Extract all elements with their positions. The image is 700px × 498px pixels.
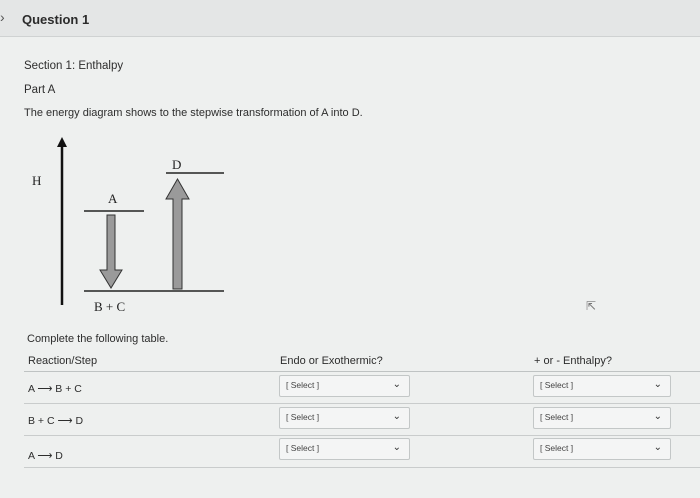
reaction-step: A ⟶ D [28, 450, 63, 462]
endo-exo-select[interactable]: [ Select ] ⌄ [279, 375, 410, 397]
question-body [0, 37, 700, 498]
enthalpy-sign-select[interactable]: [ Select ] ⌄ [533, 407, 671, 429]
chevron-down-icon: ⌄ [653, 442, 662, 453]
chevron-down-icon: ⌄ [653, 379, 662, 390]
part-label: Part A [24, 84, 56, 96]
table-row [24, 372, 700, 404]
reaction-step: B + C ⟶ D [28, 415, 84, 427]
reaction-step: A ⟶ B + C [28, 383, 82, 395]
table-row [24, 436, 700, 468]
endo-exo-select[interactable]: [ Select ] ⌄ [279, 407, 410, 429]
chevron-down-icon: ⌄ [392, 379, 401, 390]
section-title: Section 1: Enthalpy [24, 60, 124, 72]
arrow-a-to-bc [100, 215, 122, 288]
question-title: Question 1 [22, 12, 90, 27]
label-d: D [172, 157, 182, 172]
question-header [0, 0, 700, 37]
chevron-right-icon[interactable]: › [0, 9, 5, 25]
question-description: The energy diagram shows to the stepwise transformation of A into D. [24, 107, 363, 119]
energy-diagram [24, 135, 244, 320]
header-reaction: Reaction/Step [28, 355, 98, 367]
enthalpy-axis-arrowhead [57, 137, 67, 147]
table-header-row [24, 349, 700, 372]
label-a: A [108, 191, 118, 206]
table-row [24, 404, 700, 436]
enthalpy-sign-select[interactable]: [ Select ] ⌄ [533, 375, 671, 397]
enthalpy-axis-label: H [32, 173, 42, 188]
enthalpy-sign-select[interactable]: [ Select ] ⌄ [533, 438, 671, 460]
header-endo-exo: Endo or Exothermic? [280, 355, 383, 367]
endo-exo-select[interactable]: [ Select ] ⌄ [279, 438, 410, 460]
arrow-bc-to-d [166, 179, 189, 289]
chevron-down-icon: ⌄ [392, 411, 401, 422]
mouse-cursor-icon: ⇱ [586, 299, 597, 313]
table-instruction: Complete the following table. [27, 333, 169, 345]
label-bc: B + C [94, 299, 126, 314]
header-enthalpy-sign: + or - Enthalpy? [534, 355, 612, 367]
chevron-down-icon: ⌄ [653, 411, 662, 422]
chevron-down-icon: ⌄ [392, 442, 401, 453]
